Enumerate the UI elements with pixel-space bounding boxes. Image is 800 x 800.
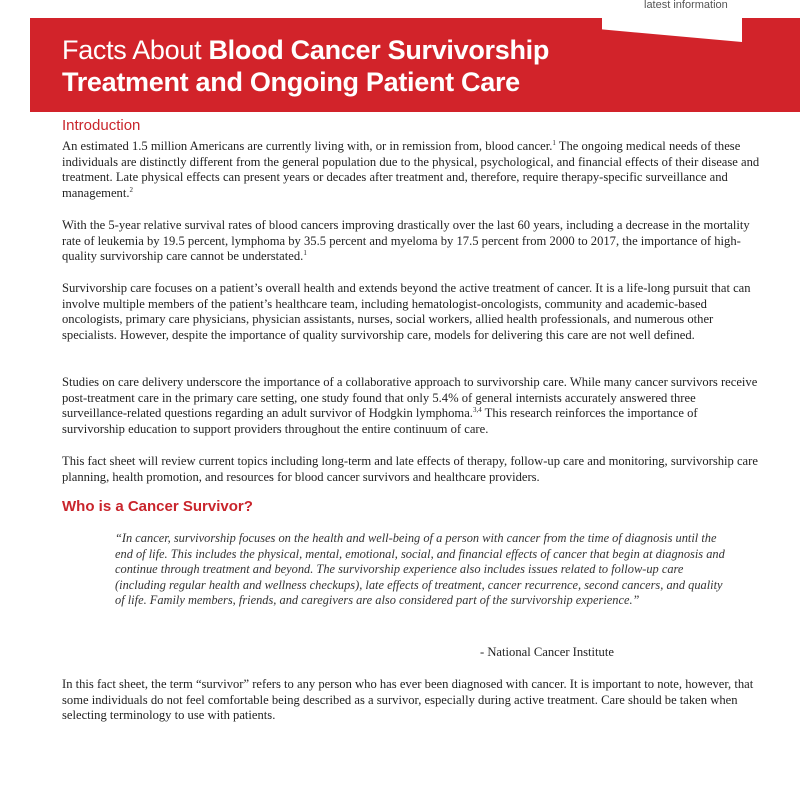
- tab-label: latest information: [644, 0, 728, 11]
- who-is-survivor-heading: Who is a Cancer Survivor?: [62, 498, 253, 515]
- quote-attribution: - National Cancer Institute: [480, 645, 614, 659]
- title-light: Facts About: [62, 35, 209, 65]
- title-bold-line-1: Blood Cancer Survivorship: [208, 35, 550, 65]
- intro-paragraph-3: Survivorship care focuses on a patient’s overall health and extends beyond the active treatment of cancer. It is a life-long pursuit that can involve multiple members of the patient’s healthcare team, including hematologist-oncologists, community and academic-based oncologists, primary care physicians, physician assistants, nurses, social workers, allied health professionals, and numerous other specialists. However, despite the importance of quality survivorship care, models for delivering this care are not well defined.: [62, 281, 751, 342]
- introduction-heading: Introduction: [62, 117, 141, 134]
- intro-paragraph-4: Studies on care delivery underscore the importance of a collaborative approach to survivorship care. While many cancer survivors receive post-treatment care in the primary care setting, one study found that only 5.4% of general internists accurately answered three surveillance-related questions regarding an adult survivor of Hodgkin lymphoma.$^{3,4}$ This research reinforces the importance of survivorship education to support providers throughout the entire continuum of care.: [62, 375, 758, 436]
- intro-paragraph-1: An estimated 1.5 million Americans are currently living with, or in remission from, blood cancer.$^1$ The ongoing medical needs of these individuals are distinctly different from the general population due to the physical, psychological, and financial effects of their disease and treatment. Late physical effects can present years or decades after treatment and, therefore, require therapy-specific surveillance and management.$^2$: [62, 138, 760, 200]
- nci-quote: “In cancer, survivorship focuses on the health and well-being of a person with cancer from the time of diagnosis until the end of life. This includes the physical, mental, emotional, social, and financial effects of cancer that begin at diagnosis and continue through treatment and beyond. The survivorship experience also includes issues related to follow-up care (including regular health and wellness checkups), late effects of treatment, cancer recurrence, second cancers, and quality of life. Family members, friends, and caregivers are also considered part of the survivorship experience.”: [115, 531, 725, 608]
- title-bold-line-2: Treatment and Ongoing Patient Care: [62, 67, 520, 97]
- intro-paragraph-5: This fact sheet will review current topics including long-term and late effects of therapy, follow-up care and monitoring, survivorship care planning, health promotion, and resources for blood cancer survivors and healthcare providers.: [62, 454, 758, 484]
- survivor-paragraph-1: In this fact sheet, the term “survivor” refers to any person who has ever been diagnosed with cancer. It is important to note, however, that some individuals do not feel comfortable being described as a survivor, especially during active treatment. Care should be taken when selecting terminology to use with patients.: [62, 677, 754, 722]
- page-title: [62, 34, 782, 98]
- intro-paragraph-2: With the 5-year relative survival rates of blood cancers improving drastically over the last 60 years, including a decrease in the mortality rate of leukemia by 19.5 percent, lymphoma by 35.5 percent and myeloma by 17.5 percent from 2000 to 2017, the importance of high-quality survivorship care cannot be understated.$^1$: [62, 218, 750, 263]
